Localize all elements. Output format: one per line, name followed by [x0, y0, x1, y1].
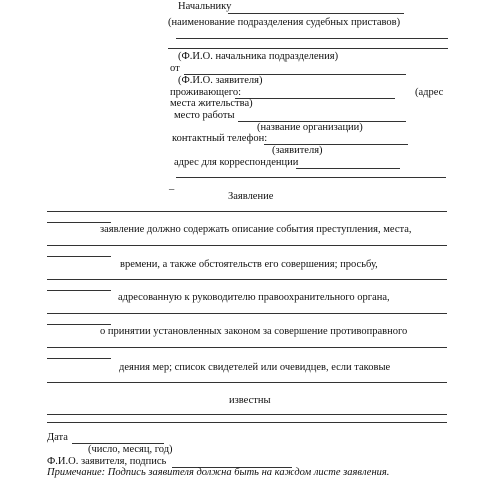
body-line[interactable]: [47, 290, 111, 291]
body-line[interactable]: [47, 422, 447, 423]
body-line[interactable]: [47, 382, 447, 383]
body-text-6: известны: [229, 395, 271, 406]
subdivision-line-1[interactable]: [176, 38, 448, 39]
correspondence-line-2[interactable]: [176, 177, 446, 178]
address-hint-2: места жительства): [170, 98, 253, 109]
body-text-3: адресованную к руководителю правоохранительного органа,: [118, 292, 390, 303]
addressee-line[interactable]: [228, 13, 404, 14]
correspondence-line-1[interactable]: [296, 168, 400, 169]
workplace-label: место работы: [174, 110, 235, 121]
phone-label: контактный телефон:: [172, 133, 268, 144]
addressee-label: Начальнику: [178, 1, 232, 12]
body-line[interactable]: [47, 222, 111, 223]
signature-label: Ф.И.О. заявителя, подпись: [47, 456, 167, 467]
dash-mark: _: [169, 180, 175, 191]
body-text-1: заявление должно содержать описание события преступления, места,: [100, 224, 412, 235]
applicant-hint: (заявителя): [272, 145, 323, 156]
residence-line[interactable]: [235, 98, 395, 99]
address-hint-1: (адрес: [415, 87, 444, 98]
from-label: от: [170, 63, 180, 74]
body-line[interactable]: [47, 211, 447, 212]
subdivision-hint: (наименование подразделения судебных приставов): [168, 17, 401, 28]
body-line[interactable]: [47, 347, 447, 348]
date-hint: (число, месяц, год): [88, 444, 173, 455]
chief-name-hint: (Ф.И.О. начальника подразделения): [178, 51, 339, 62]
body-line[interactable]: [47, 313, 447, 314]
body-text-4: о принятии установленных законом за совершение противоправного: [100, 326, 408, 337]
body-line[interactable]: [47, 358, 111, 359]
body-line[interactable]: [47, 324, 111, 325]
body-text-5: деяния мер; список свидетелей или очевидцев, если таковые: [119, 362, 391, 373]
document-title: Заявление: [228, 191, 274, 202]
body-line[interactable]: [47, 279, 447, 280]
subdivision-line-2[interactable]: [168, 48, 448, 49]
organization-hint: (название организации): [257, 122, 363, 133]
correspondence-label: адрес для корреспонденции: [174, 157, 299, 168]
residence-label: проживающего:: [170, 87, 242, 98]
body-line[interactable]: [47, 256, 111, 257]
date-label: Дата: [47, 432, 68, 443]
footer-note: Примечание: Подпись заявителя должна быть на каждом листе заявления.: [47, 467, 390, 478]
body-line[interactable]: [47, 414, 447, 415]
applicant-name-hint: (Ф.И.О. заявителя): [178, 75, 263, 86]
body-text-2: времени, а также обстоятельств его совершения; просьбу,: [120, 259, 378, 270]
body-line[interactable]: [47, 245, 447, 246]
